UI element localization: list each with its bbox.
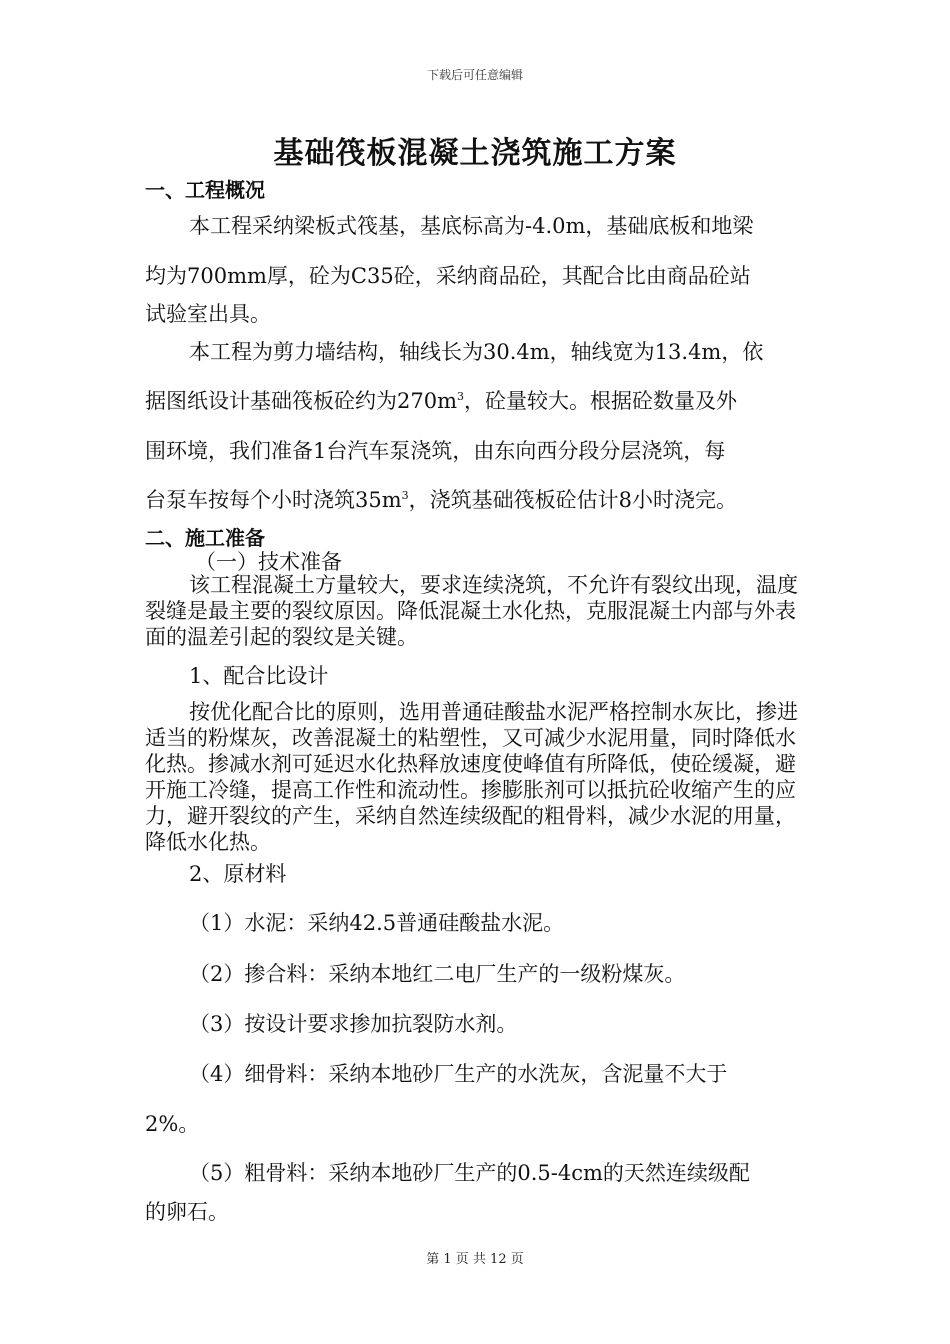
paragraph-line: 台泵车按每个小时浇筑$35m^3$，浇筑基础筏板砼估计8小时浇完。: [145, 488, 738, 512]
list-item: （5）粗骨料：采纳本地砂厂生产的0.5-4cm的天然连续级配: [189, 1161, 750, 1185]
section-heading-2: 二、施工准备: [145, 526, 265, 550]
subsection-heading: （一）技术准备: [195, 550, 342, 574]
list-item: （2）掺合料：采纳本地红二电厂生产的一级粉煤灰。: [189, 962, 686, 986]
paragraph: 该工程混凝土方量较大，要求连续浇筑，不允许有裂纹出现，温度裂缝是最主要的裂纹原因。降低混凝土水化热，克服混凝土内部与外表面的温差引起的裂纹是关键。: [145, 573, 798, 649]
header-note: 下载后可任意编辑: [426, 68, 523, 82]
list-heading: 2、原材料: [189, 862, 287, 886]
paragraph-line: 本工程为剪力墙结构，轴线长为30.4m，轴线宽为13.4m，依: [189, 340, 764, 364]
paragraph-line: 本工程采纳梁板式筏基，基底标高为-4.0m，基础底板和地梁: [189, 214, 754, 238]
page-footer: 第 1 页 共 12 页: [426, 1252, 524, 1267]
list-item: （1）水泥：采纳42.5普通硅酸盐水泥。: [189, 911, 565, 935]
paragraph-line: 均为700mm厚，砼为C35砼，采纳商品砼，其配合比由商品砼站: [145, 264, 751, 288]
list-item: （3）按设计要求掺加抗裂防水剂。: [189, 1012, 518, 1036]
paragraph-line: 围环境，我们准备1台汽车泵浇筑，由东向西分段分层浇筑，每: [145, 439, 726, 463]
list-heading: 1、配合比设计: [189, 664, 329, 688]
paragraph-line: 据图纸设计基础筏板砼约为$270m^3$，砼量较大。根据砼数量及外: [145, 389, 737, 413]
paragraph: 按优化配合比的原则，选用普通硅酸盐水泥严格控制水灰比，掺进适当的粉煤灰，改善混凝土的粘塑性，又可减少水泥用量，同时降低水化热。掺减水剂可延迟水化热释放速度使峰值有所降低，使砼缓凝，避开施工冷缝，提高工作性和流动性。掺膨胀剂可以抵抗砼收缩产生的应力，避开裂纹的产生，采纳自然连续级配的粗骨料，减少水泥的用量，降低水化热。: [145, 700, 798, 854]
list-item-continued: 的卵石。: [145, 1200, 229, 1224]
section-heading-1: 一、工程概况: [145, 178, 265, 202]
document-title: 基础筏板混凝土浇筑施工方案: [273, 136, 677, 171]
list-item-continued: 2%。: [145, 1112, 200, 1136]
paragraph-line: 试验室出具。: [145, 302, 271, 326]
list-item: （4）细骨料：采纳本地砂厂生产的水洗灰，含泥量不大于: [189, 1062, 728, 1086]
